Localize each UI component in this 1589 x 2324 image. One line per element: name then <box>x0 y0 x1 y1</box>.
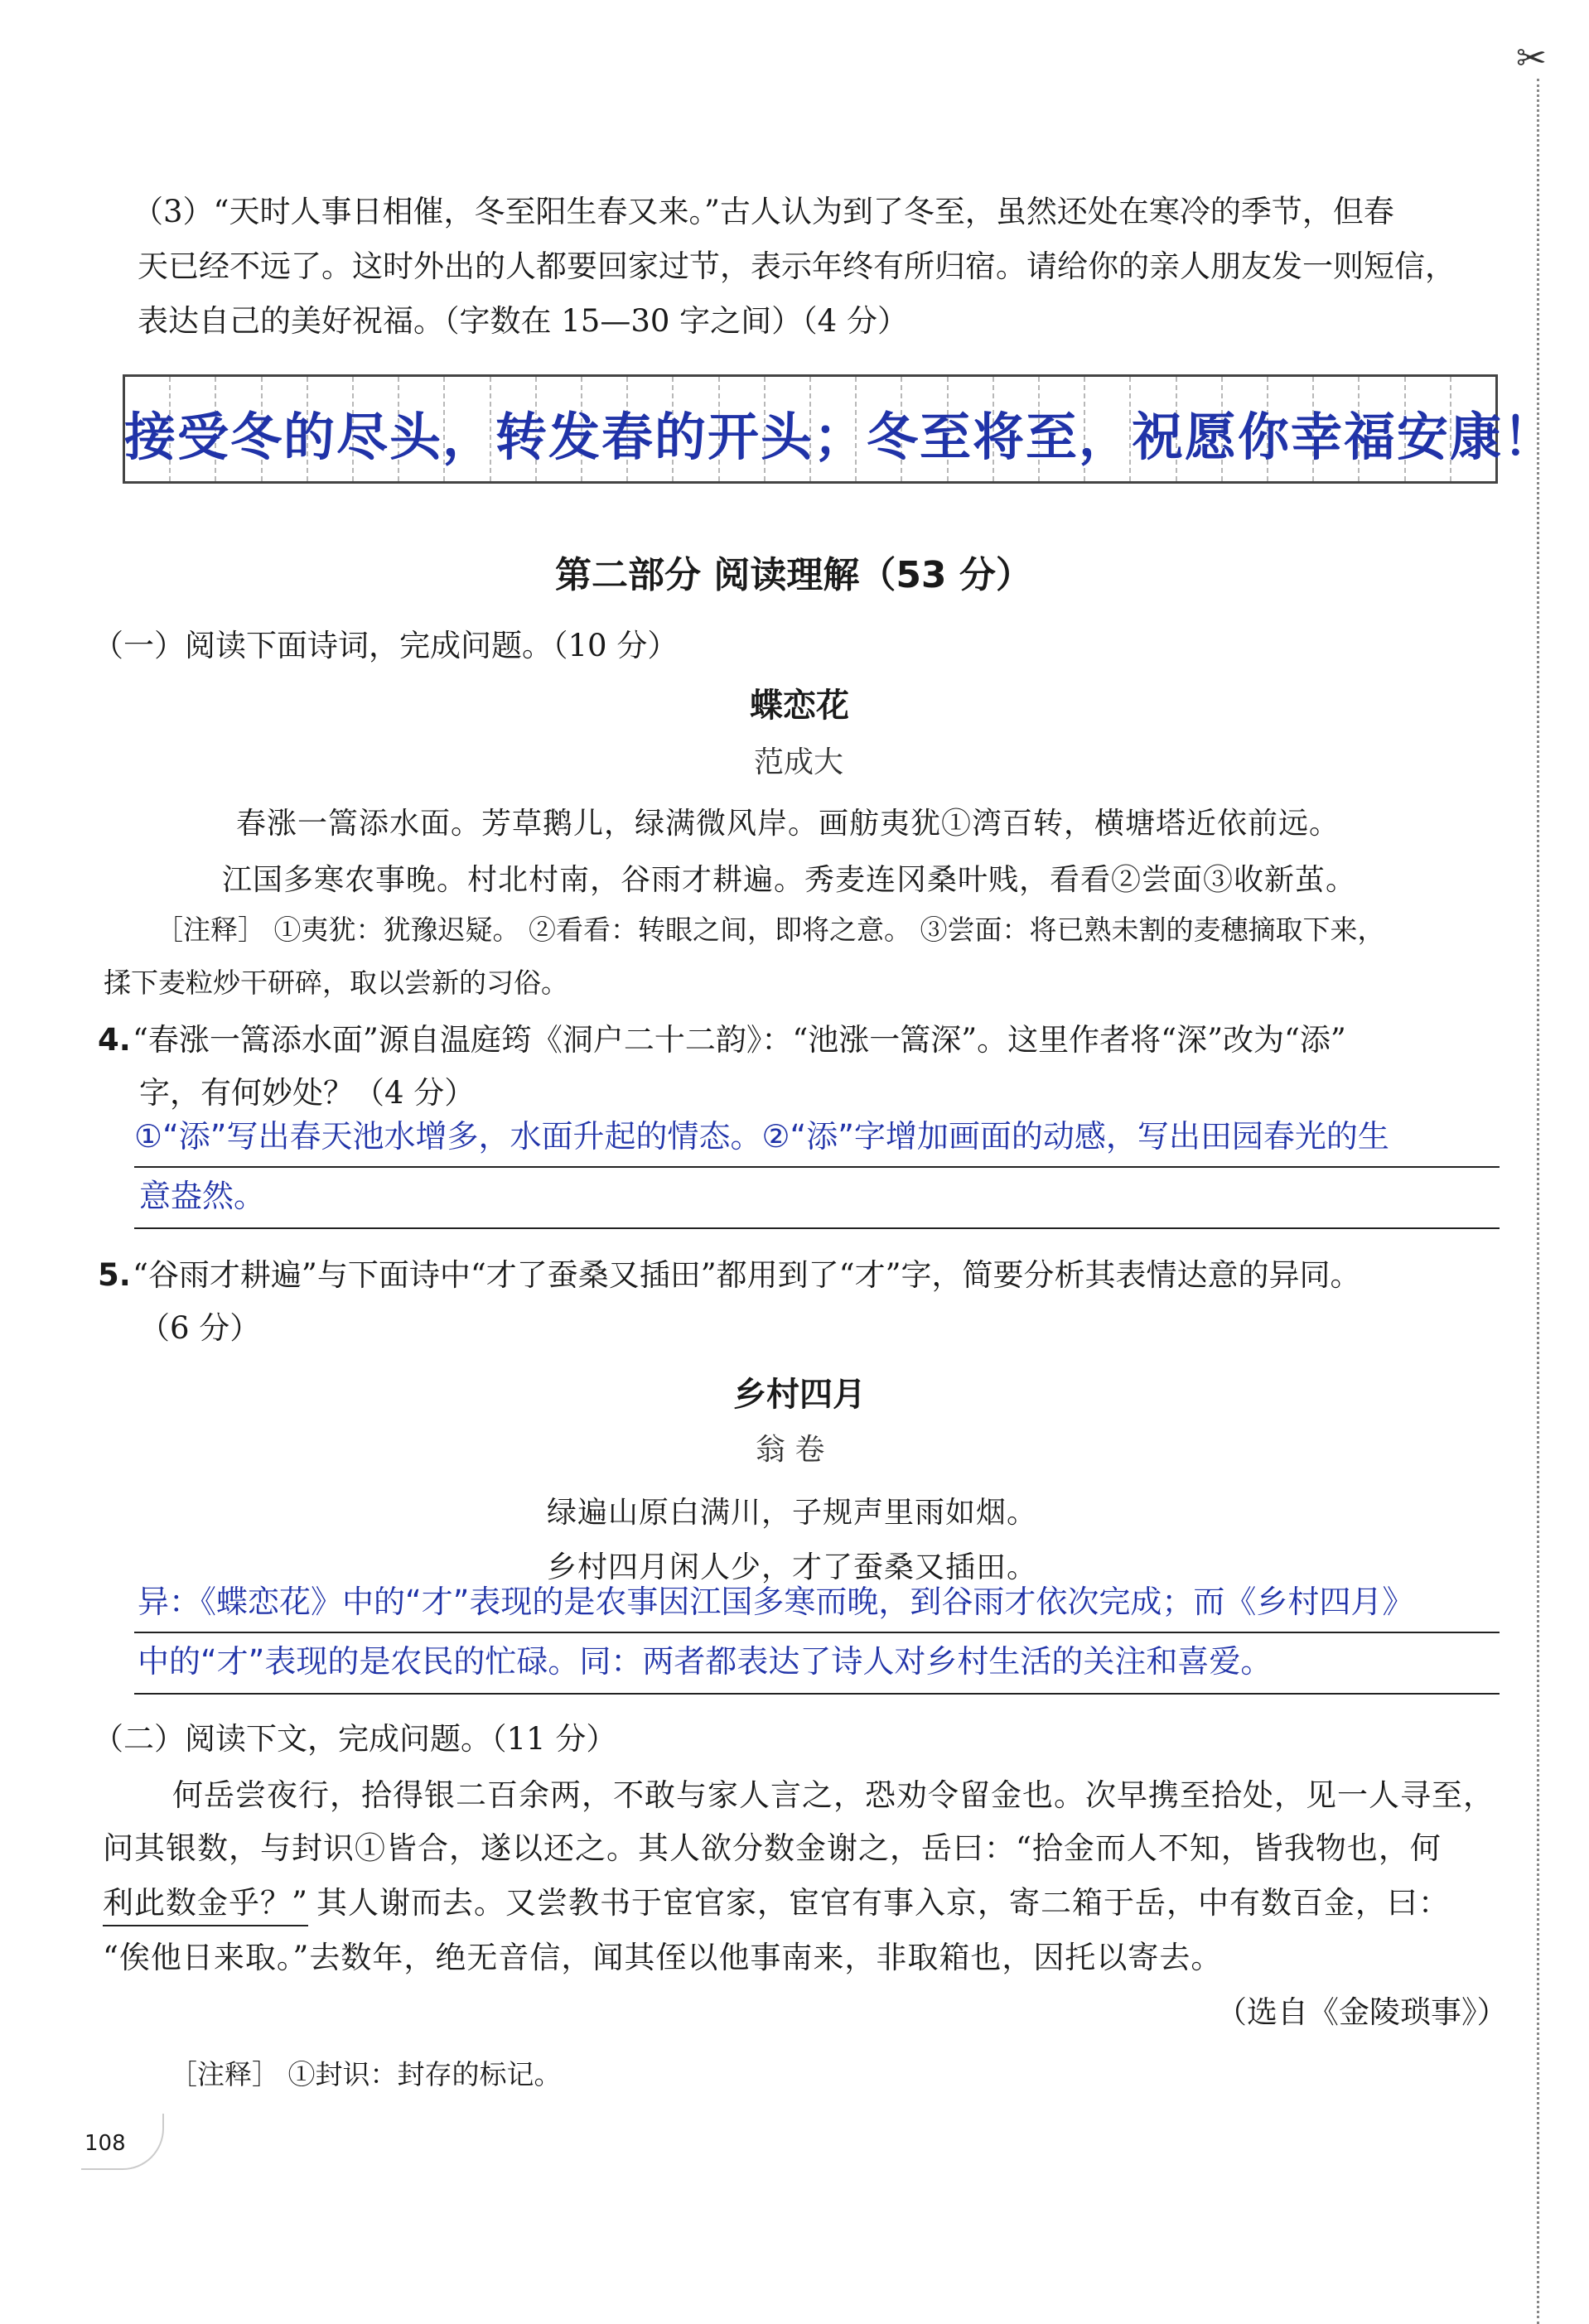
passage-line2: 问其银数，与封识①皆合，遂以还之。其人欲分数金谢之，岳曰：“拾金而人不知，皆我物也，何 <box>103 1830 1442 1866</box>
q5-answer-rule2 <box>134 1693 1500 1695</box>
passage-source: （选自《金陵琐事》） <box>1216 1994 1508 2030</box>
q4-answer-line1: ①“添”写出春天池水增多，水面升起的情态。②“添”字增加画面的动感，写出田园春光的生 <box>134 1118 1389 1155</box>
poem2-author: 翁 卷 <box>756 1433 825 1467</box>
q5-number: 5. <box>98 1257 131 1293</box>
poem1-note-line1: ［注释］ ①夷犹：犹豫迟疑。 ②看看：转眼之间，即将之意。 ③尝面：将已熟未割的麦穗摘取下来， <box>156 914 1385 946</box>
poem1-note-line2: 揉下麦粒炒干研碎，取以尝新的习俗。 <box>104 967 568 999</box>
poem2-line1: 绿遍山原白满川，子规声里雨如烟。 <box>547 1496 1038 1530</box>
q4-answer-rule1 <box>134 1166 1500 1168</box>
scissors-icon: ✂ <box>1516 37 1547 80</box>
section-title: 第二部分 阅读理解（53 分） <box>555 554 1032 596</box>
q5-line1: “谷雨才耕遍”与下面诗中“才了蚕桑又插田”都用到了“才”字，简要分析其表情达意的异同。 <box>133 1257 1361 1293</box>
q4-answer-line2: 意盎然。 <box>139 1178 266 1214</box>
q4-number: 4. <box>98 1022 131 1058</box>
passage-line1: 何岳尝夜行，拾得银二百余两，不敢与家人言之，恐劝令留金也。次早携至拾处，见一人寻至， <box>172 1777 1495 1813</box>
passage-line3: 其人谢而去。又尝教书于宦官家，宦官有事入京，寄二箱于岳，中有数百金，曰： <box>316 1885 1450 1921</box>
q4-answer-rule2 <box>134 1227 1500 1229</box>
q4-line2: 字，有何妙处？（4 分） <box>139 1075 476 1111</box>
part2-instruction: （二）阅读下文，完成问题。（11 分） <box>93 1721 617 1757</box>
q5-answer-rule1 <box>134 1632 1500 1633</box>
passage-line3-underlined: 利此数金乎？” <box>103 1883 308 1926</box>
q3-line2: 天已经不远了。这时外出的人都要回家过节，表示年终有所归宿。请给你的亲人朋友发一则短信， <box>138 248 1456 284</box>
q3-answer: 接受冬的尽头，转发春的开头；冬至将至，祝愿你幸福安康！ <box>124 407 1557 467</box>
page-number: 108 <box>85 2131 126 2156</box>
poem1-author: 范成大 <box>754 745 844 779</box>
passage-note: ［注释］ ①封识：封存的标记。 <box>170 2058 562 2090</box>
poem2-line2: 乡村四月闲人少，才了蚕桑又插田。 <box>547 1550 1038 1584</box>
q5-line2: （6 分） <box>139 1310 261 1346</box>
q4-line1: “春涨一篙添水面”源自温庭筠《洞户二十二韵》：“池涨一篙深”。这里作者将“深”改为“添” <box>133 1022 1346 1058</box>
poem1-title: 蝶恋花 <box>750 687 849 725</box>
q3-line1: （3）“天时人事日相催，冬至阳生春又来。”古人认为到了冬至，虽然还处在寒冷的季节，但春 <box>133 194 1394 229</box>
q5-answer-line2: 中的“才”表现的是农民的忙碌。同：两者都表达了诗人对乡村生活的关注和喜爱。 <box>138 1643 1273 1680</box>
q3-line3: 表达自己的美好祝福。（字数在 15—30 字之间）（4 分） <box>138 303 908 339</box>
poem1-line2: 江国多寒农事晚。村北村南，谷雨才耕遍。秀麦连冈桑叶贱，看看②尝面③收新茧。 <box>222 863 1357 897</box>
poem1-line1: 春涨一篙添水面。芳草鹅儿，绿满微风岸。画舫夷犹①湾百转，横塘塔近依前远。 <box>236 807 1340 841</box>
q5-answer-line1: 异：《蝶恋花》中的“才”表现的是农事因江国多寒而晚，到谷雨才依次完成；而《乡村四月》 <box>138 1584 1414 1620</box>
passage-line4: “俟他日来取。”去数年，绝无音信，闻其侄以他事南来，非取箱也，因托以寄去。 <box>103 1940 1223 1975</box>
part1-instruction: （一）阅读下面诗词，完成问题。（10 分） <box>93 628 679 663</box>
poem2-title: 乡村四月 <box>733 1376 866 1414</box>
